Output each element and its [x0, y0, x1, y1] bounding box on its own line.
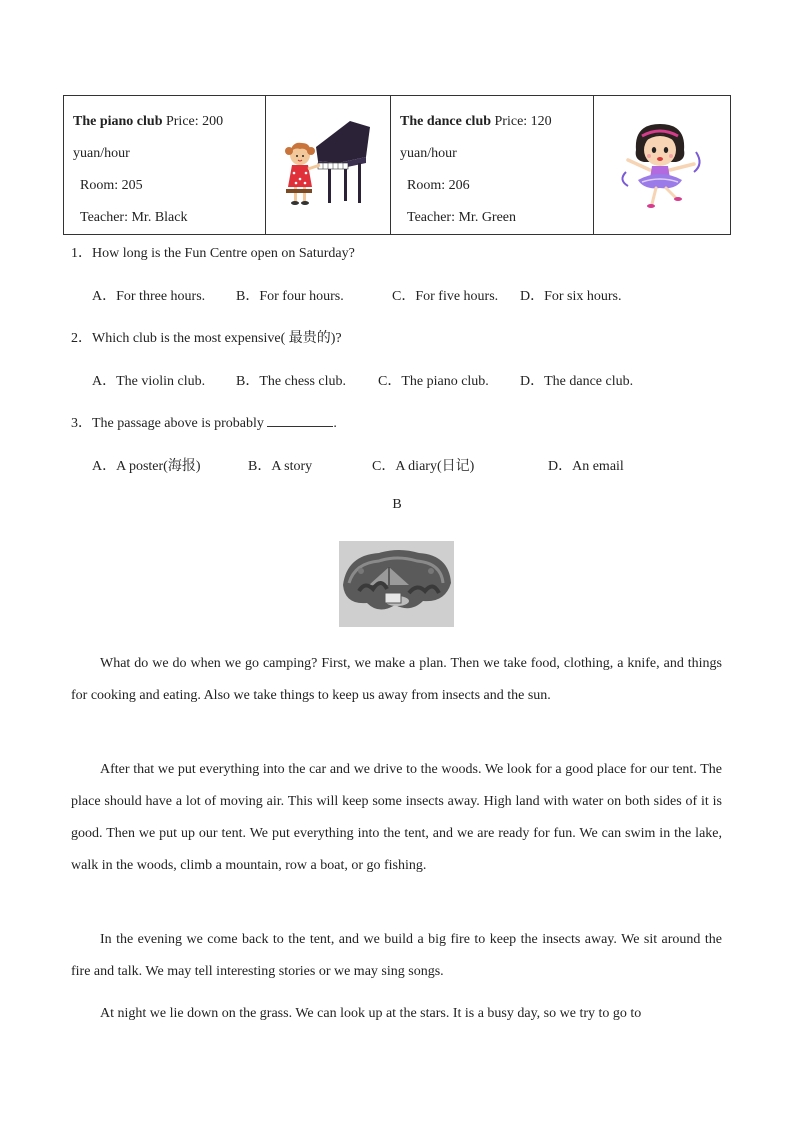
q2-option-a: A．The violin club.	[92, 374, 206, 389]
paragraph-4	[71, 998, 722, 1030]
question-2-number: 2．	[71, 331, 92, 346]
q1-option-d: D．For six hours.	[520, 289, 622, 304]
q2-option-b: B．The chess club.	[236, 374, 347, 389]
piano-club-room: Room: 205	[80, 178, 143, 193]
section-b-title: B	[392, 497, 402, 512]
dance-club-name: The dance club	[400, 114, 492, 129]
q3-option-c: C．A diary(日记)	[372, 459, 475, 474]
q2-option-d: D．The dance club.	[520, 374, 634, 389]
question-2-text: Which club is the most expensive( 最贵的)?	[92, 331, 342, 346]
dance-club-cell	[391, 96, 594, 235]
piano-club-unit: yuan/hour	[73, 146, 130, 161]
girl-playing-piano-image	[278, 117, 378, 209]
question-1-text: How long is the Fun Centre open on Saturday?	[92, 246, 355, 261]
q2-option-c: C．The piano club.	[378, 374, 489, 389]
paragraph-3-text: In the evening we come back to the tent, and we build a big fire to keep the insects away. We sit around the fire and talk. We may tell interesting stories or we may sing songs.	[71, 932, 722, 979]
dance-club-price: Price: 120	[494, 114, 552, 129]
piano-club-teacher: Teacher: Mr. Black	[80, 210, 188, 225]
paragraph-1	[71, 648, 722, 712]
paragraph-2-text: After that we put everything into the car and we drive to the woods. We look for a good place for our tent. The place should have a lot of moving air. This will keep some insects away. High land with water on both sides of it is good. Then we put up our tent. We put everything into the tent, and we are ready for fun. We can swim in the lake, walk in the woods, climb a mountain, row a boat, or go fishing.	[71, 762, 722, 873]
dance-club-room: Room: 206	[407, 178, 470, 193]
piano-club-name: The piano club	[73, 114, 163, 129]
camping-image	[339, 541, 454, 627]
paragraph-4-text: At night we lie down on the grass. We can look up at the stars. It is a busy day, so we try to go to	[100, 1006, 642, 1021]
paragraph-2	[71, 754, 722, 882]
dance-image-cell	[594, 96, 731, 235]
dance-club-teacher: Teacher: Mr. Green	[407, 210, 517, 225]
q1-option-a: A．For three hours.	[92, 289, 206, 304]
piano-club-price: Price: 200	[165, 114, 224, 129]
q1-option-b: B．For four hours.	[236, 289, 344, 304]
piano-club-cell	[64, 96, 266, 235]
question-3-number: 3．	[71, 416, 92, 431]
paragraph-3	[71, 924, 722, 988]
dance-club-unit: yuan/hour	[400, 146, 457, 161]
question-1-number: 1．	[71, 246, 92, 261]
question-1	[71, 242, 355, 262]
question-3-period: .	[333, 416, 337, 431]
q3-option-a: A．A poster(海报)	[92, 459, 201, 474]
answer-blank	[267, 413, 333, 427]
q1-option-c: C．For five hours.	[392, 289, 499, 304]
question-3-text: The passage above is probably	[92, 416, 264, 431]
dancing-girl-image	[614, 116, 710, 210]
club-info-table	[63, 95, 731, 235]
paragraph-1-text: What do we do when we go camping? First, we make a plan. Then we take food, clothing, a knife, and things for cooking and eating. Also we take things to keep us away from insects and the sun.	[71, 656, 722, 703]
q3-option-d: D．An email	[548, 459, 624, 474]
question-3	[71, 412, 337, 432]
q3-option-b: B．A story	[248, 459, 313, 474]
question-2	[71, 327, 342, 347]
camping-illustration	[339, 541, 454, 627]
piano-image-cell	[266, 96, 391, 235]
